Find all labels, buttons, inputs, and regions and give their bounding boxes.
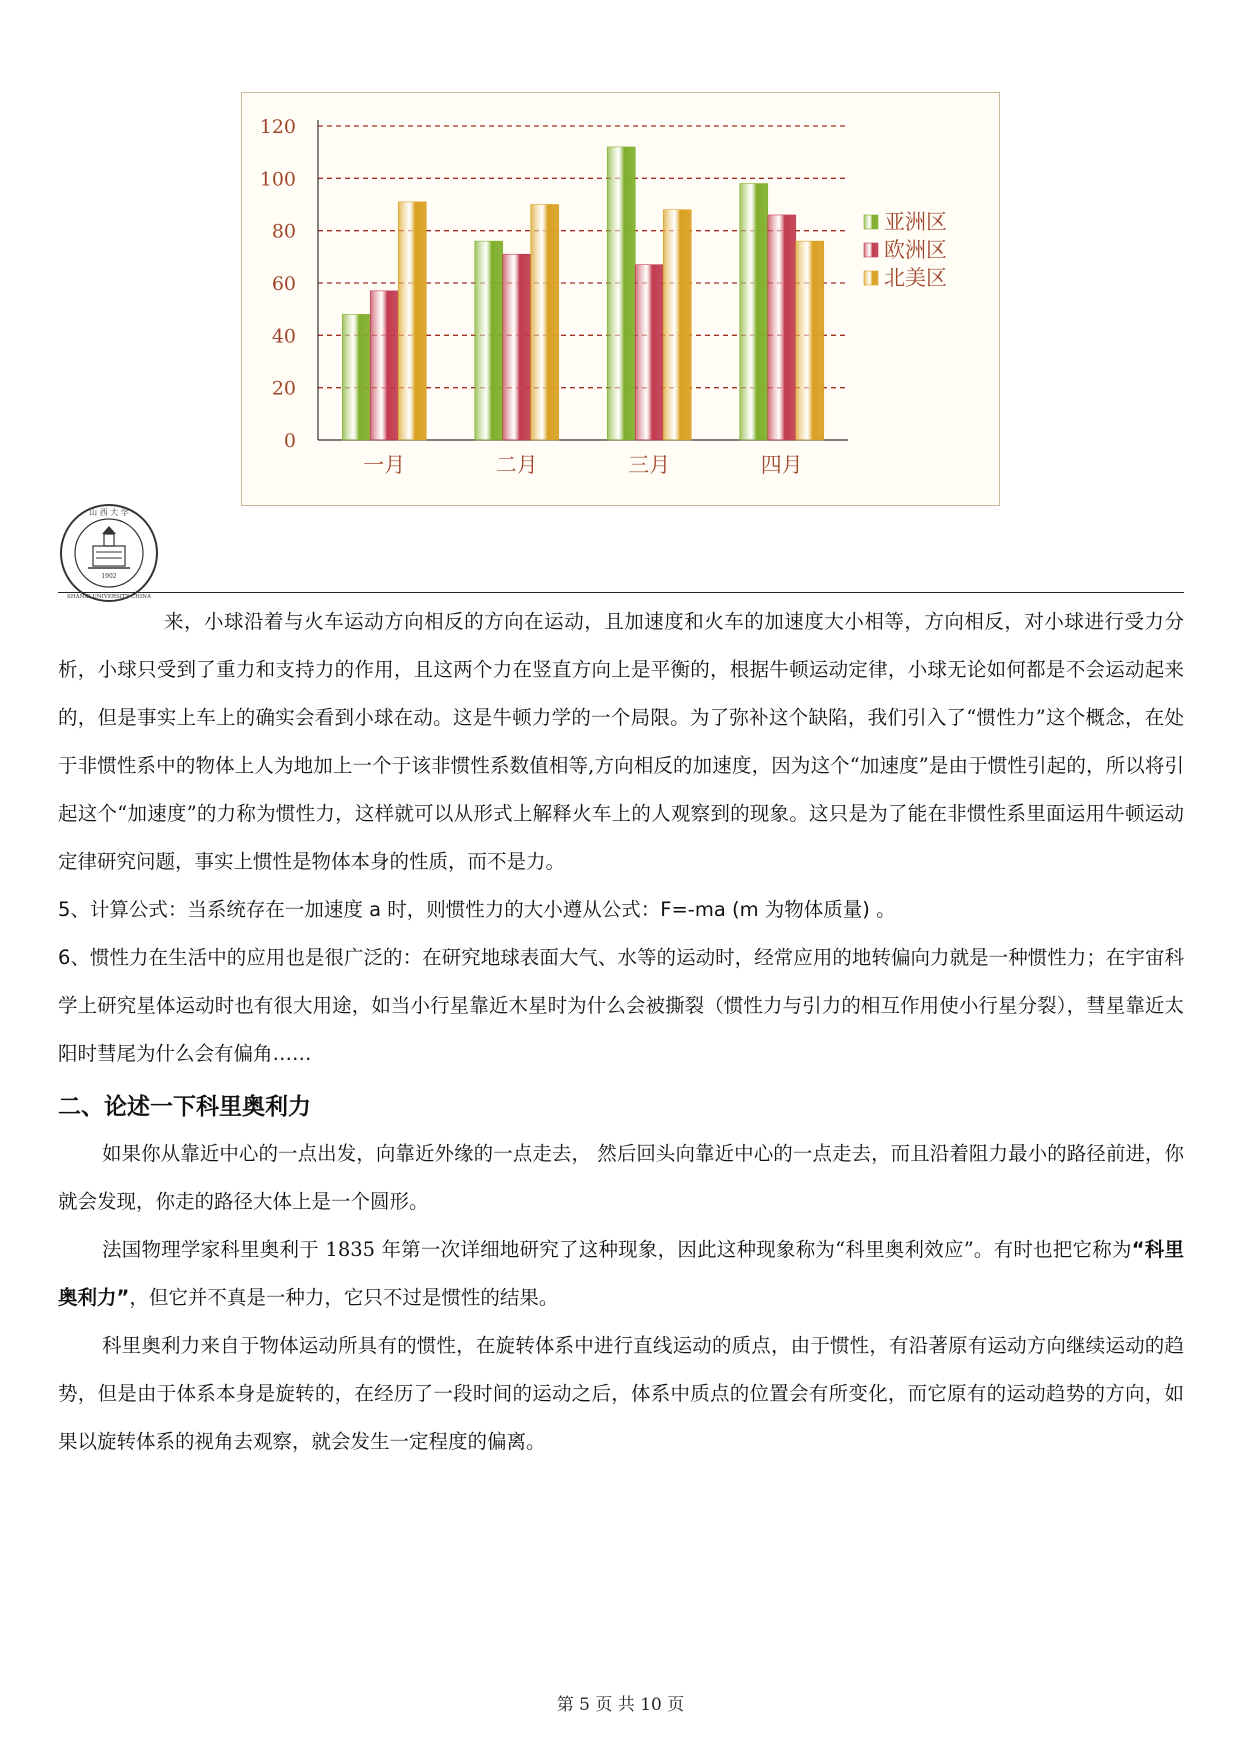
university-seal-icon <box>58 502 160 604</box>
paragraph-applications: 6、惯性力在生活中的应用也是很广泛的：在研究地球表面大气、水等的运动时，经常应用的地转偏向力就是一种惯性力；在宇宙科学上研究星体运动时也有很大用途，如当小行星靠近木星时为什么会被撕裂（惯性力与引力的相互作用使小行星分裂），彗星靠近太阳时彗尾为什么会有偏角…… <box>58 946 1184 1065</box>
header-divider <box>58 592 1184 593</box>
bar <box>475 241 503 440</box>
y-tick-label: 20 <box>271 377 296 400</box>
y-tick-label: 120 <box>259 116 296 138</box>
x-tick-label: 二月 <box>495 453 538 477</box>
legend-swatch <box>864 271 878 285</box>
document-body <box>58 598 1184 1466</box>
y-tick-label: 100 <box>259 168 296 191</box>
bar <box>503 254 531 440</box>
section-heading: 二、论述一下科里奥利力 <box>58 1094 311 1120</box>
paragraph-path: 如果你从靠近中心的一点出发，向靠近外缘的一点走去， 然后回头向靠近中心的一点走去，而且沿着阻力最小的路径前进，你就会发现，你走的路径大体上是一个圆形。 <box>58 1142 1184 1213</box>
logo-year: 1902 <box>101 573 117 580</box>
bar <box>663 210 691 440</box>
bar <box>370 291 398 440</box>
bar <box>740 184 768 440</box>
paragraph-coriolis-history-c: ，但它并不真是一种力，它只不过是惯性的结果。 <box>129 1286 559 1309</box>
logo-text-ring: SHANXI UNIVERSITY CHINA <box>67 594 151 600</box>
legend-swatch <box>864 215 878 229</box>
y-tick-label: 80 <box>271 220 296 243</box>
bar <box>768 215 796 440</box>
paragraph-coriolis-history <box>58 1226 1184 1322</box>
page-footer: 第 5 页 共 10 页 <box>556 1695 685 1715</box>
x-tick-label: 四月 <box>760 453 803 477</box>
chart-canvas <box>242 93 1001 507</box>
bar <box>342 314 370 440</box>
y-tick-label: 40 <box>271 325 296 348</box>
legend-label: 欧洲区 <box>884 238 947 262</box>
x-tick-label: 三月 <box>628 453 671 477</box>
y-tick-label: 60 <box>271 273 296 295</box>
paragraph-1: 来，小球沿着与火车运动方向相反的方向在运动，且加速度和火车的加速度大小相等，方向相反，对小球进行受力分析，小球只受到了重力和支持力的作用，且这两个力在竖直方向上是平衡的，根据牛顿运动定律，小球无论如何都是不会运动起来的，但是事实上车上的确实会看到小球在动。这是牛顿力学的一个局限。为了弥补这个缺陷，我们引入了“惯性力”这个概念，在处于非惯性系中的物体上人为地加上一个于该非惯性系数值相等,方向相反的加速度，因为这个“加速度”是由于惯性引起的，所以将引起这个“加速度”的力称为惯性力，这样就可以从形式上解释火车上的人观察到的现象。这只是为了能在非惯性系里面运用牛顿运动定律研究问题，事实上惯性是物体本身的性质，而不是力。 <box>58 610 1184 873</box>
legend-swatch <box>864 243 878 257</box>
x-tick-label: 一月 <box>363 453 406 477</box>
legend-label: 北美区 <box>884 266 947 290</box>
paragraph-formula: 5、计算公式：当系统存在一加速度 a 时，则惯性力的大小遵从公式：F=-ma (m 为物体质量) 。 <box>58 898 896 921</box>
bar <box>607 147 635 440</box>
bar <box>531 205 559 441</box>
logo-text-top: 山 西 大 学 <box>89 508 129 517</box>
legend-label: 亚洲区 <box>884 210 947 234</box>
bar-chart <box>241 92 1000 506</box>
bar <box>635 265 663 440</box>
y-tick-label: 0 <box>283 430 296 452</box>
paragraph-coriolis-history-a: 法国物理学家科里奥利于 1835 年第一次详细地研究了这种现象，因此这种现象称为“科里奥利效应”。有时也把它称为 <box>102 1238 1132 1261</box>
coriolis-term: “科里奥利力” <box>58 1238 1184 1309</box>
paragraph-coriolis-origin: 科里奥利力来自于物体运动所具有的惯性，在旋转体系中进行直线运动的质点，由于惯性，有沿著原有运动方向继续运动的趋势，但是由于体系本身是旋转的，在经历了一段时间的运动之后，体系中质点的位置会有所变化，而它原有的运动趋势的方向，如果以旋转体系的视角去观察，就会发生一定程度的偏离。 <box>58 1334 1184 1453</box>
bar <box>398 202 426 440</box>
bar <box>796 241 824 440</box>
